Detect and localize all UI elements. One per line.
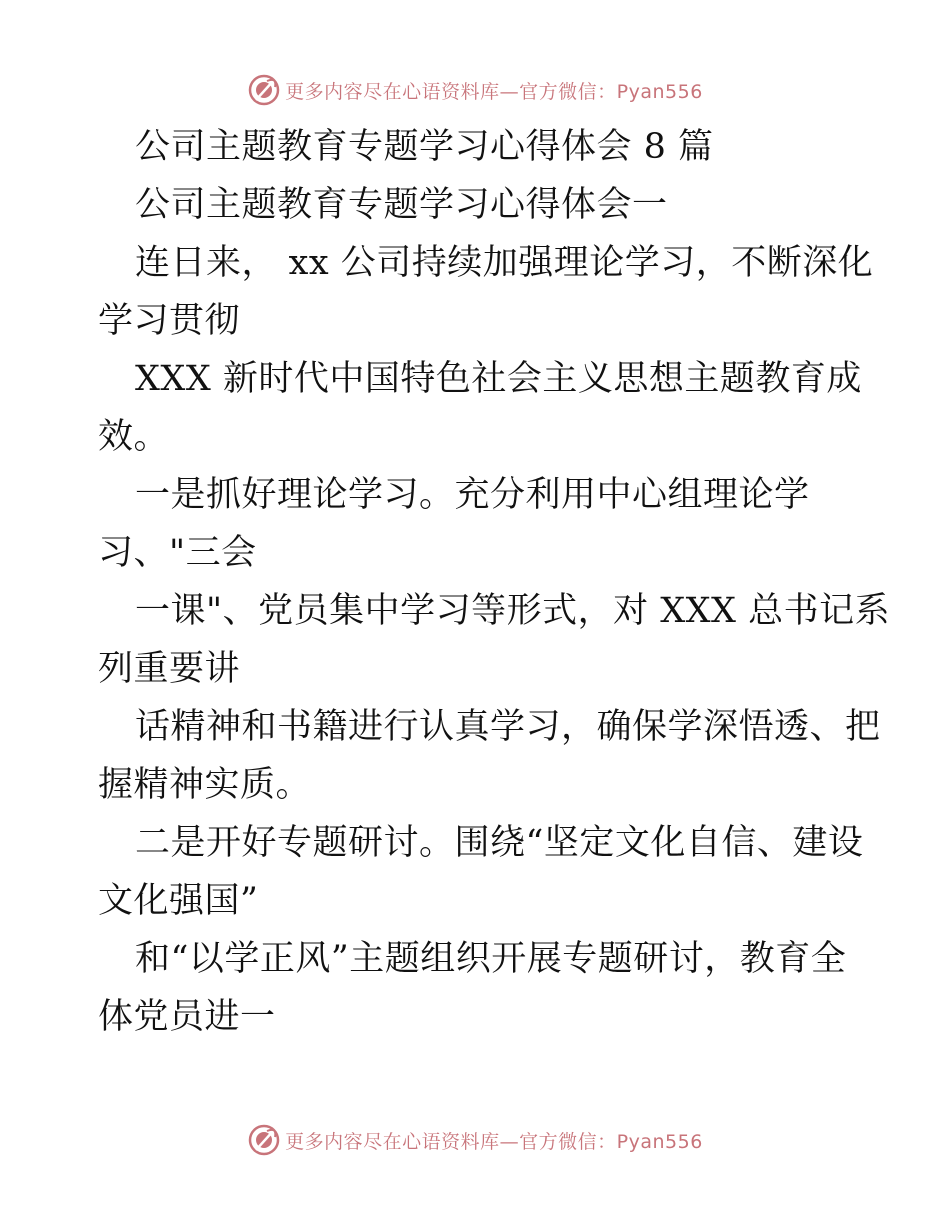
paragraph-line: 一是抓好理论学习。充分利用中心组理论学 [135,475,810,515]
section-heading: 公司主题教育专题学习心得体会一 [135,185,668,225]
watermark-banner-top [0,68,950,112]
quill-seal-icon [247,73,281,107]
paragraph-line: 连日来， xx 公司持续加强理论学习，不断深化 [135,243,874,283]
paragraph-line: 列重要讲 [98,649,241,689]
document-title: 公司主题教育专题学习心得体会 8 篇 [135,127,714,167]
paragraph-line: 话精神和书籍进行认真学习，确保学深悟透、把 [135,707,881,747]
paragraph-line: 一课"、党员集中学习等形式，对 XXX 总书记系 [135,591,891,631]
paragraph-line: 效。 [98,417,170,457]
paragraph-line: 和“以学正风”主题组织开展专题研讨，教育全 [135,939,847,979]
document-body [98,118,891,1046]
watermark-text: 更多内容尽在心语资料库—官方微信：Pyan556 [285,1130,703,1153]
paragraph-line: 握精神实质。 [98,765,312,805]
watermark-banner-bottom [0,1118,950,1162]
watermark-text: 更多内容尽在心语资料库—官方微信：Pyan556 [285,80,703,103]
paragraph-line: 文化强国” [98,881,259,921]
paragraph-line: 习、"三会 [98,533,257,573]
paragraph-line: 学习贯彻 [98,301,241,341]
quill-seal-icon [247,1123,281,1157]
paragraph-line: 体党员进一 [98,997,276,1037]
paragraph-line: XXX 新时代中国特色社会主义思想主题教育成 [135,359,862,399]
paragraph-line: 二是开好专题研讨。围绕“坚定文化自信、建设 [135,823,864,863]
